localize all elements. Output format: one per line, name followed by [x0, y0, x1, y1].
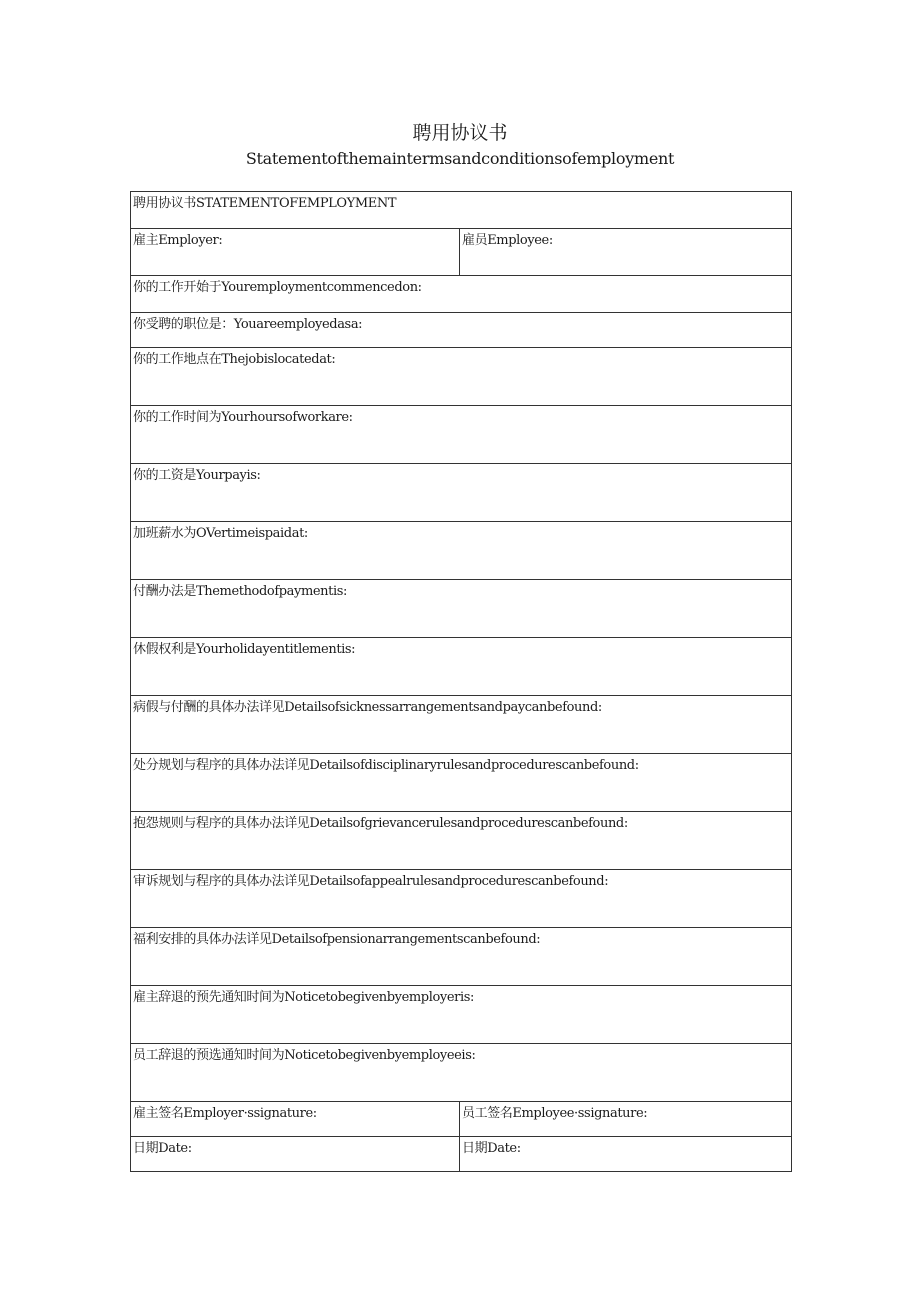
date-row — [131, 1137, 792, 1172]
form-header-label: 聘用协议书STATEMENTOFEMPLOYMENT — [133, 196, 397, 211]
form-row — [131, 1044, 792, 1102]
form-row — [131, 464, 792, 522]
employee-signature-field[interactable] — [460, 1102, 792, 1137]
form-header-row — [131, 192, 792, 229]
employment-form-table — [130, 191, 792, 1172]
employer-notice-field[interactable] — [131, 986, 792, 1044]
field-label: 你的工作地点在Thejobislocatedat: — [133, 352, 336, 367]
field-label: 加班薪水为OVertimeispaidat: — [133, 526, 308, 541]
overtime-field[interactable] — [131, 522, 792, 580]
pension-arrangements-field[interactable] — [131, 928, 792, 986]
signature-row — [131, 1102, 792, 1137]
parties-row — [131, 229, 792, 276]
grievance-rules-field[interactable] — [131, 812, 792, 870]
employer-signature-field[interactable] — [131, 1102, 460, 1137]
field-label: 你的工资是Yourpayis: — [133, 468, 261, 483]
employee-notice-field[interactable] — [131, 1044, 792, 1102]
sickness-arrangements-field[interactable] — [131, 696, 792, 754]
field-label: 你的工作时间为Yourhoursofworkare: — [133, 410, 353, 425]
employer-date-field[interactable] — [131, 1137, 460, 1172]
employee-date-field[interactable] — [460, 1137, 792, 1172]
form-row — [131, 928, 792, 986]
form-row — [131, 870, 792, 928]
appeal-rules-field[interactable] — [131, 870, 792, 928]
form-row — [131, 754, 792, 812]
commencement-date-field[interactable] — [131, 276, 792, 313]
employee-label: 雇员Employee: — [462, 233, 553, 248]
form-header-cell — [131, 192, 792, 229]
field-label: 付酬办法是Themethodofpaymentis: — [133, 584, 347, 599]
form-row — [131, 406, 792, 464]
payment-method-field[interactable] — [131, 580, 792, 638]
form-row — [131, 313, 792, 348]
form-row — [131, 348, 792, 406]
disciplinary-rules-field[interactable] — [131, 754, 792, 812]
holiday-entitlement-field[interactable] — [131, 638, 792, 696]
employee-signature-label: 员工签名Employee·ssignature: — [462, 1106, 648, 1121]
employee-date-label: 日期Date: — [462, 1141, 521, 1156]
employee-field[interactable] — [460, 229, 792, 276]
field-label: 福利安排的具体办法详见Detailsofpensionarrangementscanbefound: — [133, 932, 541, 947]
employer-label: 雇主Employer: — [133, 233, 223, 248]
field-label: 员工辞退的预选通知时间为Noticetobegivenbyemployeeis: — [133, 1048, 476, 1063]
form-row — [131, 522, 792, 580]
document-title: 聘用协议书 — [412, 122, 508, 144]
field-label: 病假与付酬的具体办法详见Detailsofsicknessarrangementsandpaycanbefound: — [133, 700, 602, 715]
form-row — [131, 986, 792, 1044]
job-title-field[interactable] — [131, 313, 792, 348]
pay-field[interactable] — [131, 464, 792, 522]
employer-signature-label: 雇主签名Employer·ssignature: — [133, 1106, 317, 1121]
job-location-field[interactable] — [131, 348, 792, 406]
field-label: 审诉规划与程序的具体办法详见Detailsofappealrulesandprocedurescanbefound: — [133, 874, 609, 889]
form-row — [131, 696, 792, 754]
field-label: 休假权利是Yourholidayentitlementis: — [133, 642, 356, 657]
employer-field[interactable] — [131, 229, 460, 276]
form-row — [131, 276, 792, 313]
field-label: 你受聘的职位是：Youareemployedasa: — [133, 317, 363, 332]
employer-date-label: 日期Date: — [133, 1141, 192, 1156]
field-label: 处分规划与程序的具体办法详见Detailsofdisciplinaryrulesandprocedurescanbefound: — [133, 758, 639, 773]
form-row — [131, 580, 792, 638]
field-label: 你的工作开始于Youremploymentcommencedon: — [133, 280, 422, 295]
form-row — [131, 638, 792, 696]
working-hours-field[interactable] — [131, 406, 792, 464]
document-subtitle: Statementofthemaintermsandconditionsofemployment — [245, 149, 675, 168]
form-row — [131, 812, 792, 870]
field-label: 抱怨规则与程序的具体办法详见Detailsofgrievancerulesandprocedurescanbefound: — [133, 816, 628, 831]
field-label: 雇主辞退的预先通知时间为Noticetobegivenbyemployeris: — [133, 990, 474, 1005]
